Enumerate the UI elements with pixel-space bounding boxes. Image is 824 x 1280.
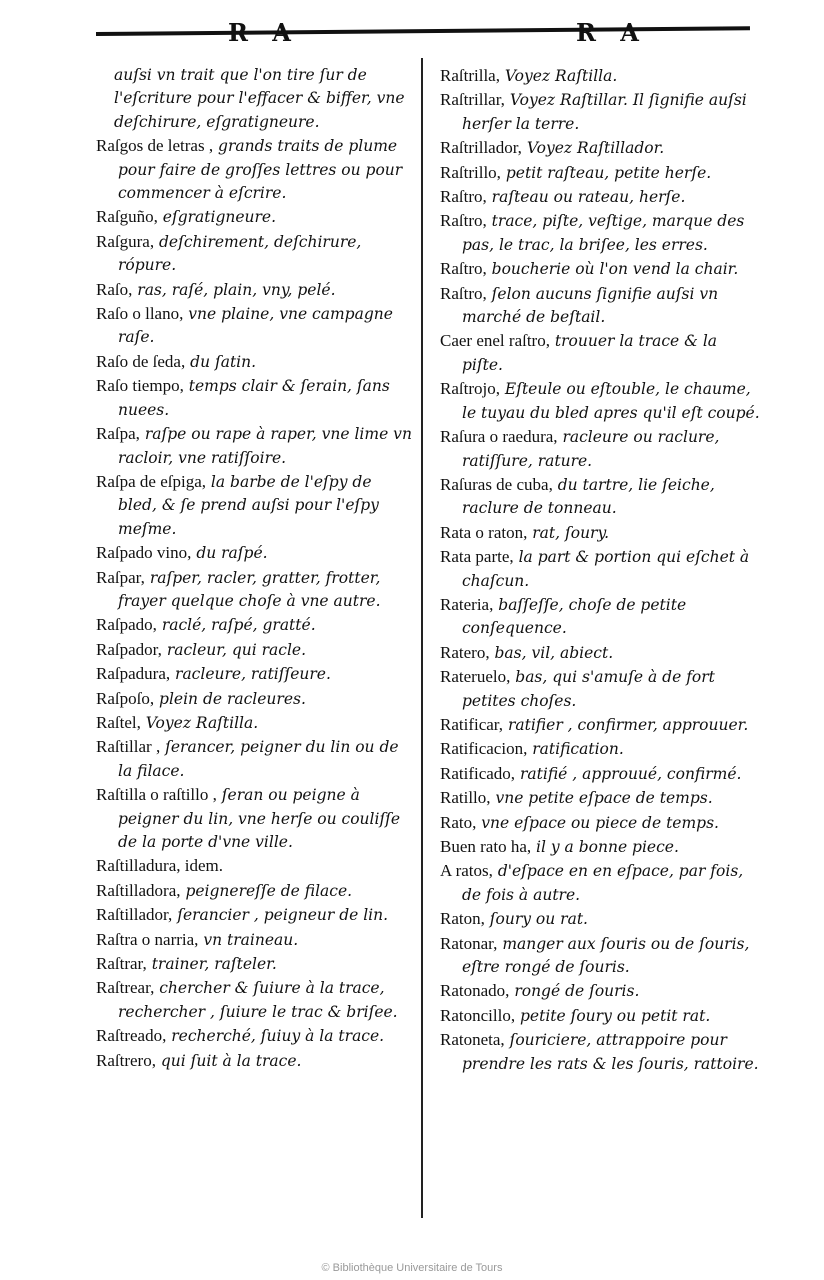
definition: boucherie où l'on vend la chair.	[486, 260, 739, 279]
definition: Eſteule ou eſtouble, le chaume, le tuyau du bled apres qu'il eſt coupé.	[462, 380, 760, 422]
definition: manger aux ſouris ou de ſouris, eſtre rongé de ſouris.	[462, 934, 750, 977]
definition: ſouriciere, attrappoire pour prendre les rats & les ſouris, rattoire.	[462, 1031, 759, 1073]
definition: ratifié , approuué, confirmé.	[515, 764, 742, 783]
definition: racleur, qui racle.	[161, 640, 306, 659]
headword: Raſtreado,	[96, 1026, 167, 1046]
definition: trouuer la trace & la piſte.	[462, 332, 718, 374]
headword: Raſtro,	[440, 211, 487, 231]
dictionary-entry	[96, 735, 414, 783]
dictionary-entry	[440, 762, 760, 786]
definition: rat, ſoury.	[527, 523, 610, 542]
dictionary-entry	[96, 854, 414, 878]
definition: ras, raſé, plain, vny, pelé.	[132, 280, 336, 299]
definition: racleure, ratiſſeure.	[170, 665, 331, 684]
dictionary-entry	[96, 783, 414, 854]
definition: plein de racleures.	[154, 689, 306, 708]
dictionary-entry	[96, 928, 414, 952]
dictionary-entry	[96, 470, 414, 541]
headword: Raſgos de letras ,	[96, 136, 214, 156]
headword: Raſtro,	[440, 283, 487, 303]
dictionary-entry	[440, 979, 760, 1003]
headword: Raſpar,	[96, 567, 145, 587]
definition: deſchirement, deſchirure, rópure.	[118, 232, 362, 275]
headword: Ratificado,	[440, 763, 516, 783]
definition: ſerancer, peigner du lin ou de la filace.	[118, 738, 399, 780]
definition: il y a bonne piece.	[531, 838, 679, 856]
headword: Raſpador,	[96, 639, 162, 659]
headword: Raſtrear,	[96, 978, 155, 998]
headword: Raſtillar ,	[96, 737, 161, 757]
headword: Raſtro,	[440, 187, 487, 207]
dictionary-entry	[440, 593, 760, 641]
headword: Ratoncillo,	[440, 1005, 516, 1025]
definition: raſpe ou rape à raper, vne lime vn racloir, vne ratiſſoire.	[118, 425, 412, 467]
definition: temps clair & ſerain, ſans nuees.	[118, 377, 390, 419]
dictionary-entry	[96, 1049, 414, 1073]
dictionary-entry	[440, 1004, 760, 1028]
dictionary-entry	[440, 521, 760, 545]
running-head-right: R A	[576, 18, 647, 47]
definition: vne petite eſpace de temps.	[490, 789, 713, 808]
headword: Raſo o llano,	[96, 304, 184, 324]
definition: vne eſpace ou piece de temps.	[476, 813, 719, 832]
headword: Raton,	[440, 909, 485, 929]
definition: eſgratigneure.	[157, 208, 277, 227]
dictionary-entry	[96, 976, 414, 1024]
headword: Raſtrillador,	[440, 138, 522, 158]
dictionary-entry	[440, 786, 760, 810]
headword: Rateruelo,	[440, 667, 511, 687]
dictionary-entry	[96, 134, 414, 205]
dictionary-entry	[440, 136, 760, 160]
definition: la barbe de l'eſpy de bled, & ſe prend auſsi pour l'eſpy meſme.	[118, 472, 379, 538]
dictionary-entry	[440, 907, 760, 931]
dictionary-entry	[440, 811, 760, 835]
headword: Raſura o raedura,	[440, 427, 558, 447]
dictionary-entry	[96, 879, 414, 903]
dictionary-entry	[440, 641, 760, 665]
headword: Raſtel,	[96, 712, 141, 732]
headword: Ratero,	[440, 642, 490, 662]
dictionary-entry	[440, 257, 760, 281]
headword: Raſo,	[96, 279, 133, 299]
dictionary-entry	[96, 541, 414, 565]
dictionary-entry	[96, 638, 414, 662]
dictionary-entry	[440, 282, 760, 330]
definition: auſsi vn trait que l'on tire ſur de l'eſcriture pour l'effacer & biffer, vne deſchirure, eſgratigneure.	[114, 66, 405, 131]
definition: ſeran ou peigne à peigner du lin, vne herſe ou couliſſe de la porte d'vne ville.	[118, 786, 401, 851]
definition: trace, piſte, veſtige, marque des pas, le trac, la briſee, les erres.	[462, 212, 745, 254]
headword: Buen rato ha,	[440, 837, 532, 856]
dictionary-entry	[96, 302, 414, 350]
dictionary-entry	[96, 687, 414, 711]
copyright-footer: © Bibliothèque Universitaire de Tours	[321, 1262, 503, 1274]
headword: Caer enel raſtro,	[440, 331, 550, 351]
dictionary-entry	[96, 566, 414, 614]
definition: ſelon aucuns ſignifie auſsi vn marché de beſtail.	[462, 284, 719, 327]
definition: baſſeſſe, choſe de petite conſequence.	[462, 595, 687, 638]
dictionary-entry	[96, 903, 414, 927]
headword: Raſtillador,	[96, 905, 173, 925]
headword: Raſtrero,	[96, 1050, 156, 1070]
headword: Raſtilladora,	[96, 880, 181, 900]
dictionary-entry	[96, 711, 414, 735]
definition: chercher & ſuiure à la trace, rechercher , ſuiure le trac & briſee.	[118, 979, 398, 1021]
headword: Ratoneta,	[440, 1030, 505, 1050]
headword: Raſtro,	[440, 259, 487, 279]
definition: ratification.	[527, 740, 624, 759]
running-head-left: R A	[228, 18, 299, 47]
dictionary-entry	[440, 209, 760, 257]
headword: Raſtrillo,	[440, 162, 501, 182]
headword: Raſuras de cuba,	[440, 474, 553, 494]
header-rule	[96, 26, 750, 36]
definition: trainer, raſteler.	[146, 955, 277, 974]
headword: Raſguño,	[96, 207, 158, 227]
headword: Rateria,	[440, 594, 494, 614]
left-column	[96, 64, 414, 1073]
headword: Raſpa,	[96, 424, 140, 444]
headword: Raſtrar,	[96, 954, 147, 974]
headword: Raſtrojo,	[440, 379, 500, 399]
headword: Ratonado,	[440, 981, 510, 1001]
definition: Voyez Raſtillar. Il ſignifie auſsi herſer la terre.	[462, 91, 747, 133]
definition: racleure ou raclure, ratiſſure, rature.	[462, 428, 720, 470]
headword: A ratos,	[440, 861, 493, 881]
definition: du raſpé.	[191, 544, 268, 563]
headword: Ratonar,	[440, 933, 498, 953]
headword: Raſpa de eſpiga,	[96, 471, 206, 491]
dictionary-entry	[96, 422, 414, 470]
definition: vne plaine, vne campagne raſe.	[118, 305, 393, 347]
dictionary-entry	[96, 350, 414, 374]
column-divider	[421, 58, 423, 1218]
headword: Raſo de ſeda,	[96, 351, 186, 371]
dictionary-entry	[440, 545, 760, 593]
dictionary-entry	[440, 161, 760, 185]
definition: ſoury ou rat.	[484, 910, 588, 929]
headword: Raſgura,	[96, 231, 155, 251]
headword: Raſpado vino,	[96, 543, 192, 563]
dictionary-entry	[96, 1024, 414, 1048]
headword: Raſo tiempo,	[96, 376, 184, 396]
headword: Rata o raton,	[440, 522, 528, 542]
dictionary-entry	[96, 278, 414, 302]
dictionary-entry	[440, 665, 760, 713]
definition: Voyez Raſtillador.	[521, 139, 665, 158]
definition: petit raſteau, petite herſe.	[500, 163, 712, 182]
definition: petite ſoury ou petit rat.	[515, 1006, 711, 1025]
dictionary-entry	[440, 377, 760, 425]
dictionary-entry	[96, 662, 414, 686]
definition: recherché, ſuiuy à la trace.	[166, 1027, 385, 1046]
dictionary-entry	[96, 205, 414, 229]
dictionary-entry	[440, 64, 760, 88]
headword: Raſtilladura, idem.	[96, 856, 223, 876]
dictionary-entry	[96, 613, 414, 637]
definition: qui ſuit à la trace.	[155, 1051, 302, 1070]
dictionary-entry	[440, 185, 760, 209]
dictionary-entry	[96, 374, 414, 422]
definition: ratifier , confirmer, approuuer.	[503, 715, 749, 734]
definition: du ſatin.	[185, 352, 257, 371]
definition: raſteau ou rateau, herſe.	[486, 188, 686, 207]
definition: rongé de ſouris.	[509, 982, 640, 1001]
headword: Raſtilla o raſtillo ,	[96, 785, 217, 805]
dictionary-entry	[440, 88, 760, 136]
definition: grands traits de plume pour faire de groſſes lettres ou pour commencer à eſcrire.	[118, 137, 403, 203]
headword: Raſtrilla,	[440, 66, 500, 85]
definition: Voyez Raſtilla.	[499, 67, 618, 85]
dictionary-entry	[96, 952, 414, 976]
definition: raſper, racler, gratter, frotter, frayer quelque choſe à vne autre.	[118, 568, 381, 610]
headword: Rato,	[440, 812, 477, 832]
definition: peignereſſe de filace.	[180, 881, 353, 900]
definition: d'eſpace en en eſpace, par fois, de fois à autre.	[462, 862, 744, 904]
definition: Voyez Raſtilla.	[140, 713, 259, 732]
definition: vn traineau.	[198, 930, 299, 949]
headword: Raſpadura,	[96, 664, 171, 684]
dictionary-entry	[440, 425, 760, 473]
definition: du tartre, lie ſeiche, raclure de tonneau.	[462, 475, 715, 518]
headword: Ratillo,	[440, 788, 491, 808]
dictionary-entry	[440, 713, 760, 737]
dictionary-entry	[440, 835, 760, 859]
right-column	[440, 64, 760, 1076]
headword: Raſpoſo,	[96, 688, 155, 708]
dictionary-entry	[440, 473, 760, 521]
definition: raclé, raſpé, gratté.	[156, 616, 316, 635]
dictionary-entry	[440, 329, 760, 377]
headword: Rata parte,	[440, 547, 514, 567]
headword: Raſpado,	[96, 615, 157, 635]
dictionary-entry	[440, 1028, 760, 1076]
definition: ſerancier , peigneur de lin.	[172, 906, 389, 925]
headword: Ratificacion,	[440, 739, 528, 759]
dictionary-entry	[96, 230, 414, 278]
definition: bas, vil, abiect.	[489, 643, 614, 662]
headword: Raſtrillar,	[440, 90, 505, 110]
dictionary-entry	[440, 932, 760, 980]
headword: Ratificar,	[440, 714, 504, 734]
definition: la part & portion qui eſchet à chaſcun.	[462, 548, 750, 590]
dictionary-entry	[440, 859, 760, 907]
headword: Raſtra o narria,	[96, 929, 199, 949]
dictionary-entry	[96, 64, 414, 134]
dictionary-entry	[440, 737, 760, 761]
definition: bas, qui s'amuſe à de fort petites choſes.	[462, 668, 715, 710]
